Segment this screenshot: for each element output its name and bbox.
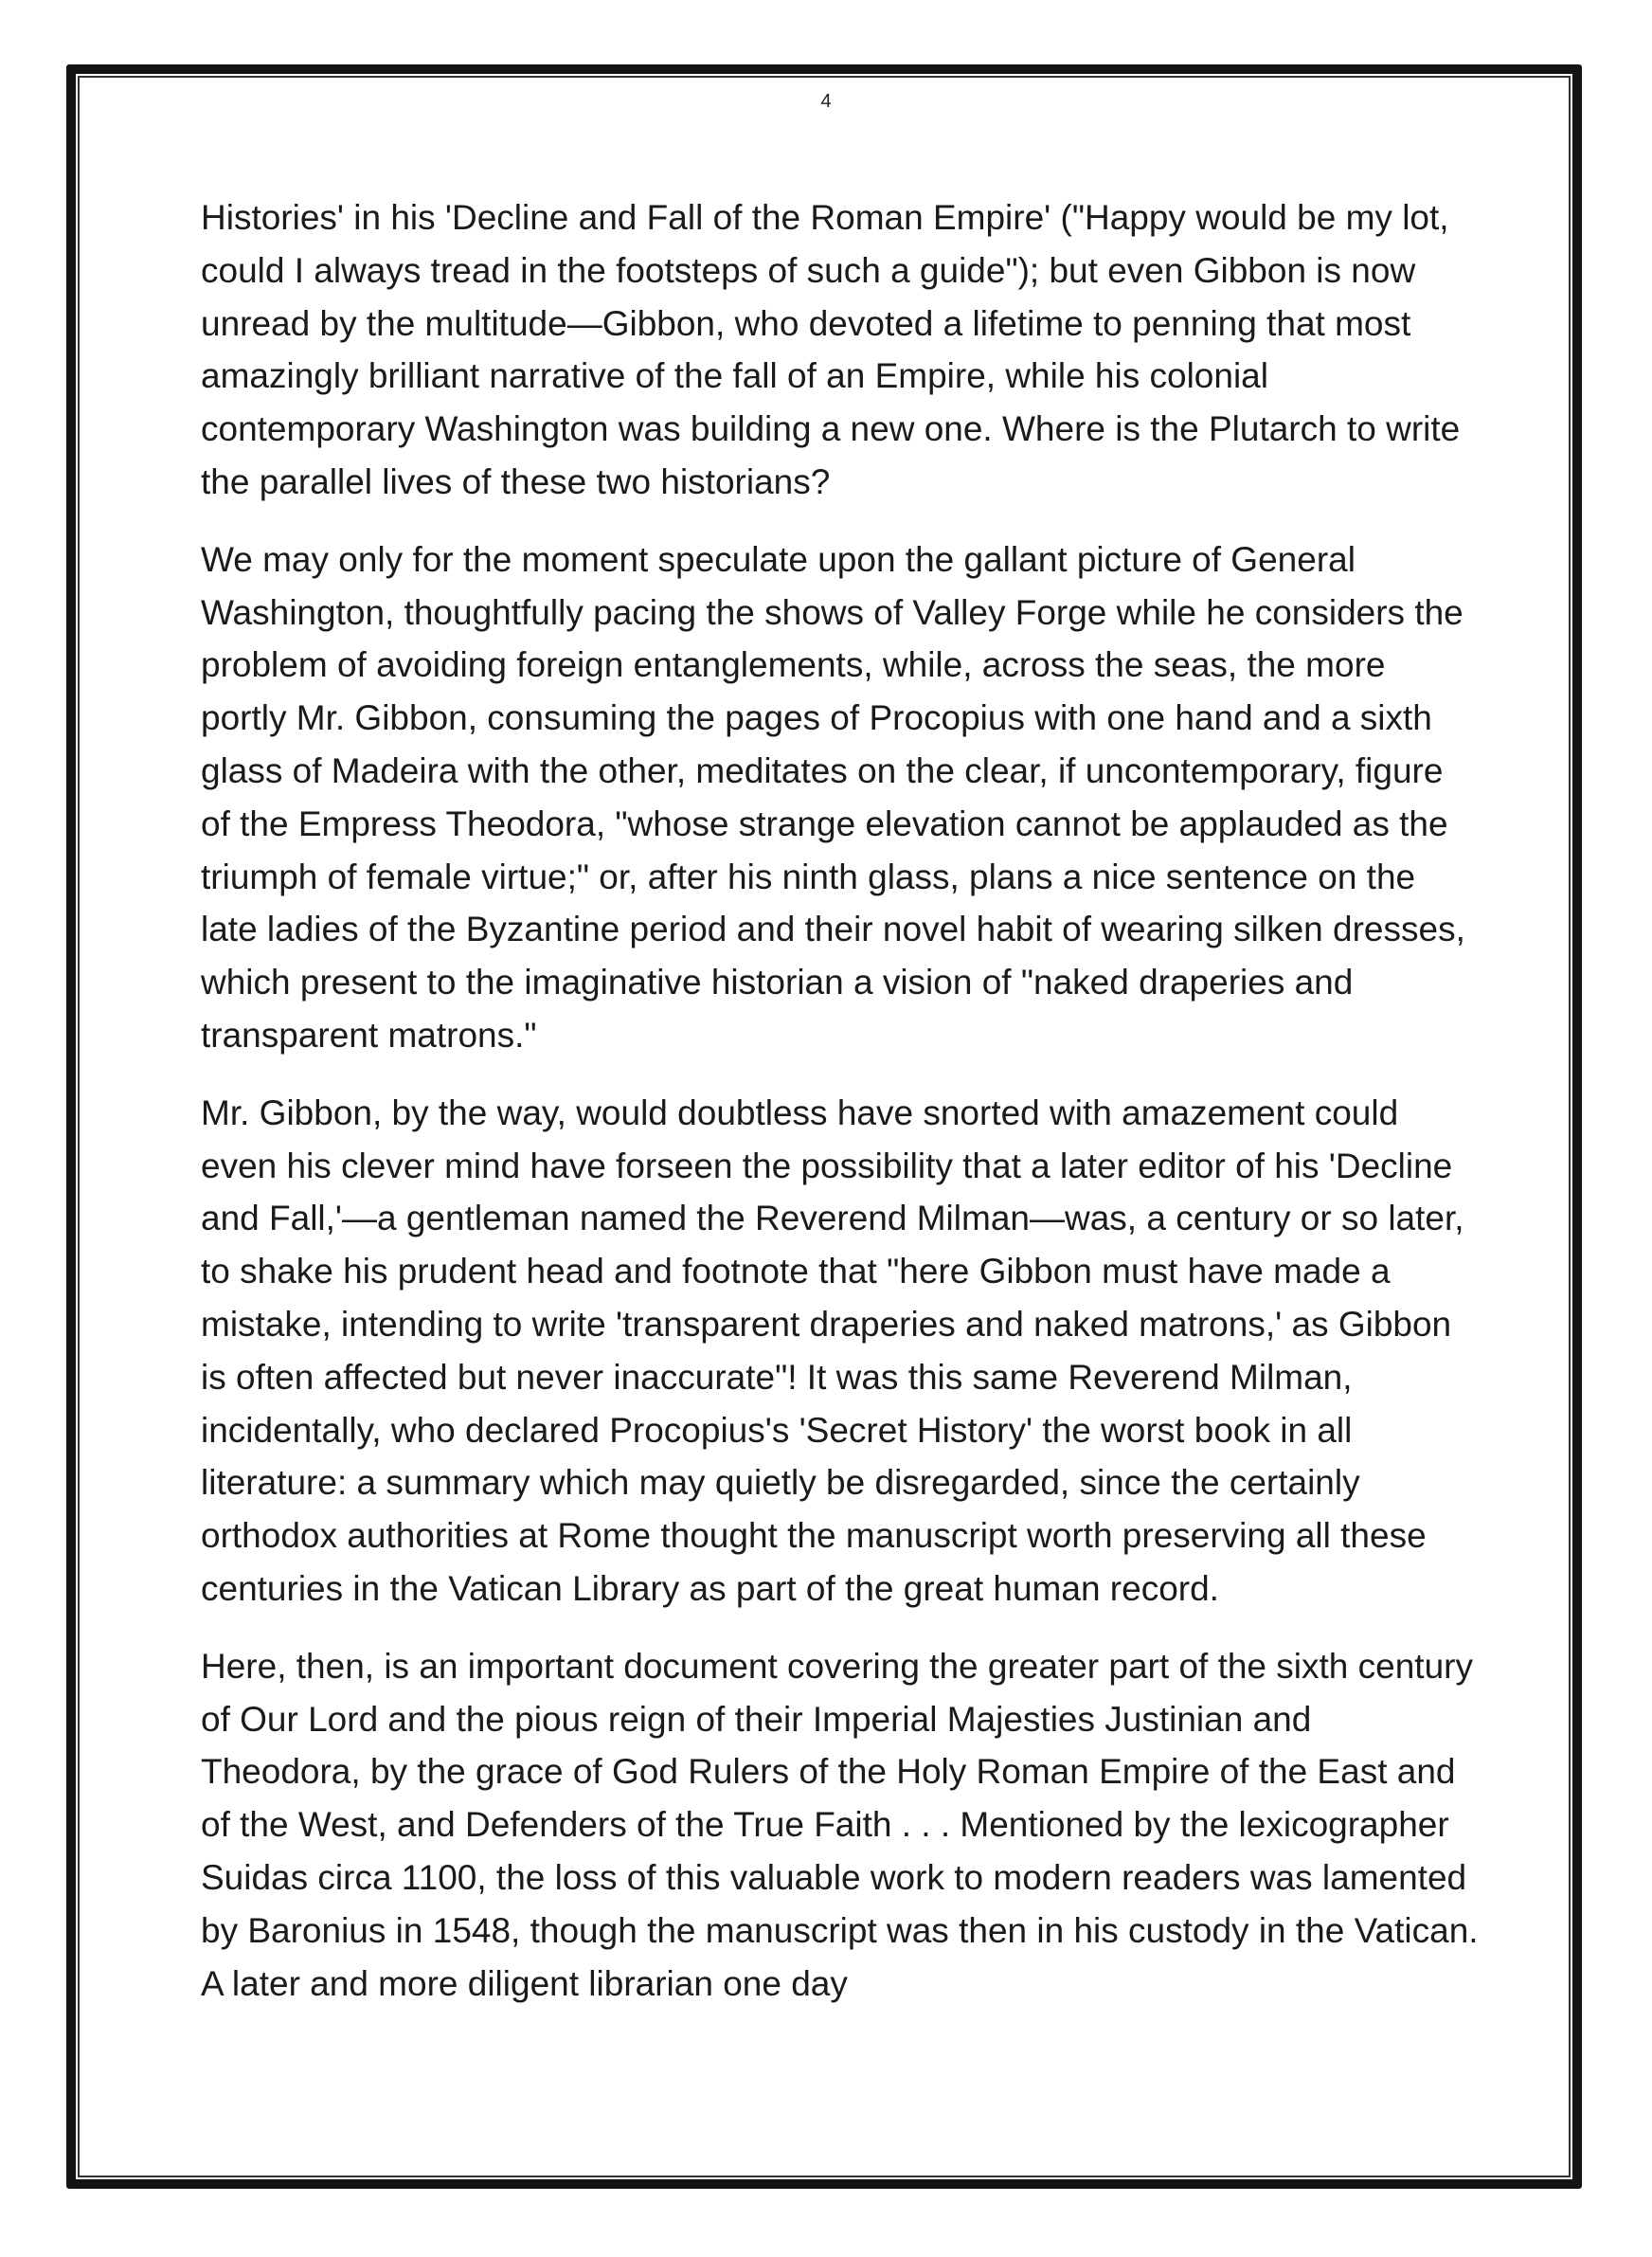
paragraph-1: Histories' in his 'Decline and Fall of the Roman Empire' ("Happy would be my lot, could I always tread in the footsteps of such a guide"); but even Gibbon is now unread by the multitude—Gibbon, who devoted a lifetime to penning that most amazingly brilliant narrative of the fall of an Empire, while his colonial contemporary Washington was building a new one. Where is the Plutarch to write the parallel lives of these two historians? [201, 198, 1461, 501]
body-text [201, 191, 1480, 2034]
page-number: 4 [820, 91, 832, 112]
paragraph-4: Here, then, is an important document covering the greater part of the sixth century of Our Lord and the pious reign of their Imperial Majesties Justinian and Theodora, by the grace of God Rulers of the Holy Roman Empire of the East and of the West, and Defenders of the True Faith . . . Mentioned by the lexicographer Suidas circa 1100, the loss of this valuable work to modern readers was lamented by Baronius in 1548, though the manuscript was then in his custody in the Vatican. A later and more diligent librarian one day [201, 1646, 1479, 2003]
paragraph-3: Mr. Gibbon, by the way, would doubtless have snorted with amazement could even his clever mind have forseen the possibility that a later editor of his 'Decline and Fall,'—a gentleman named the Reverend Milman—was, a century or so later, to shake his prudent head and footnote that "here Gibbon must have made a mistake, intending to write 'transparent draperies and naked matrons,' as Gibbon is often affected but never inaccurate"! It was this same Reverend Milman, incidentally, who declared Procopius's 'Secret History' the worst book in all literature: a summary which may quietly be disregarded, since the certainly orthodox authorities at Rome thought the manuscript worth preserving all these centuries in the Vatican Library as part of the great human record. [201, 1092, 1464, 1608]
paragraph-2: We may only for the moment speculate upon the gallant picture of General Washington, thoughtfully pacing the shows of Valley Forge while he considers the problem of avoiding foreign entanglements, while, across the seas, the more portly Mr. Gibbon, consuming the pages of Procopius with one hand and a sixth glass of Madeira with the other, meditates on the clear, if uncontemporary, figure of the Empress Theodora, "whose strange elevation cannot be applauded as the triumph of female virtue;" or, after his ninth glass, plans a nice sentence on the late ladies of the Byzantine period and their novel habit of wearing silken dresses, which present to the imaginative historian a vision of "naked draperies and transparent matrons." [201, 539, 1465, 1055]
